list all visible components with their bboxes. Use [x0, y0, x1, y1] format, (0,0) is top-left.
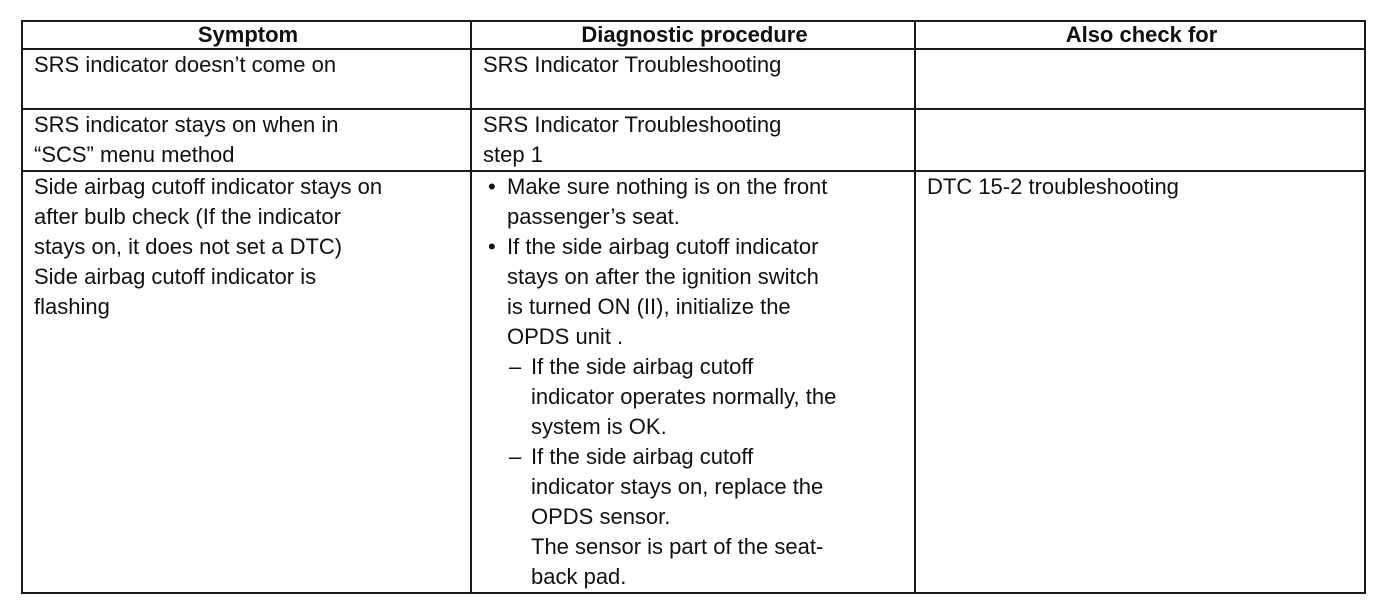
procedure-cell — [471, 49, 915, 109]
table-row — [22, 49, 1365, 109]
symptom-cell — [22, 171, 471, 593]
procedure-line: – If the side airbag cutoff — [531, 354, 754, 379]
header-row — [22, 21, 1365, 49]
procedure-line: indicator stays on, replace the — [531, 474, 824, 499]
procedure-line: – If the side airbag cutoff — [531, 444, 754, 469]
procedure-line: back pad. — [531, 564, 627, 589]
symptom-cell — [22, 109, 471, 171]
symptom-line: Side airbag cutoff indicator stays on — [34, 174, 383, 199]
procedure-line: SRS Indicator Troubleshooting — [483, 52, 782, 77]
procedure-line: step 1 — [483, 142, 543, 167]
header-diagnostic-procedure: Diagnostic procedure — [471, 21, 915, 49]
symptom-line: stays on, it does not set a DTC) — [34, 234, 343, 259]
procedure-sub-item — [507, 442, 906, 592]
procedure-cell — [471, 109, 915, 171]
procedure-line: The sensor is part of the seat- — [531, 534, 824, 559]
symptom-line: Side airbag cutoff indicator is — [34, 264, 317, 289]
also-check-line: DTC 15-2 troubleshooting — [927, 174, 1179, 199]
procedure-bullet-list — [483, 172, 906, 592]
procedure-sub-list — [507, 352, 906, 592]
procedure-line: OPDS unit . — [507, 324, 624, 349]
procedure-line: passenger’s seat. — [507, 204, 680, 229]
procedure-line: indicator operates normally, the — [531, 384, 837, 409]
table-row — [22, 171, 1365, 593]
symptom-line: SRS indicator stays on when in — [34, 112, 339, 137]
also-check-cell — [915, 171, 1365, 593]
also-check-cell — [915, 49, 1365, 109]
procedure-bullet — [483, 232, 906, 592]
procedure-line: SRS Indicator Troubleshooting — [483, 112, 782, 137]
symptom-troubleshooting-table — [21, 20, 1366, 594]
procedure-sub-item — [507, 352, 906, 442]
header-also-check-for: Also check for — [915, 21, 1365, 49]
symptom-line: flashing — [34, 294, 110, 319]
symptom-line: after bulb check (If the indicator — [34, 204, 341, 229]
procedure-line: • Make sure nothing is on the front — [507, 174, 828, 199]
troubleshooting-sheet — [21, 20, 1364, 594]
table-row — [22, 109, 1365, 171]
procedure-line: stays on after the ignition switch — [507, 264, 819, 289]
symptom-line: “SCS” menu method — [34, 142, 235, 167]
also-check-cell — [915, 109, 1365, 171]
procedure-line: OPDS sensor. — [531, 504, 671, 529]
procedure-cell — [471, 171, 915, 593]
header-symptom: Symptom — [22, 21, 471, 49]
procedure-line: • If the side airbag cutoff indicator — [507, 234, 819, 259]
symptom-cell — [22, 49, 471, 109]
procedure-bullet — [483, 172, 906, 232]
procedure-line: is turned ON (II), initialize the — [507, 294, 791, 319]
procedure-line: system is OK. — [531, 414, 667, 439]
symptom-line: SRS indicator doesn’t come on — [34, 52, 337, 77]
